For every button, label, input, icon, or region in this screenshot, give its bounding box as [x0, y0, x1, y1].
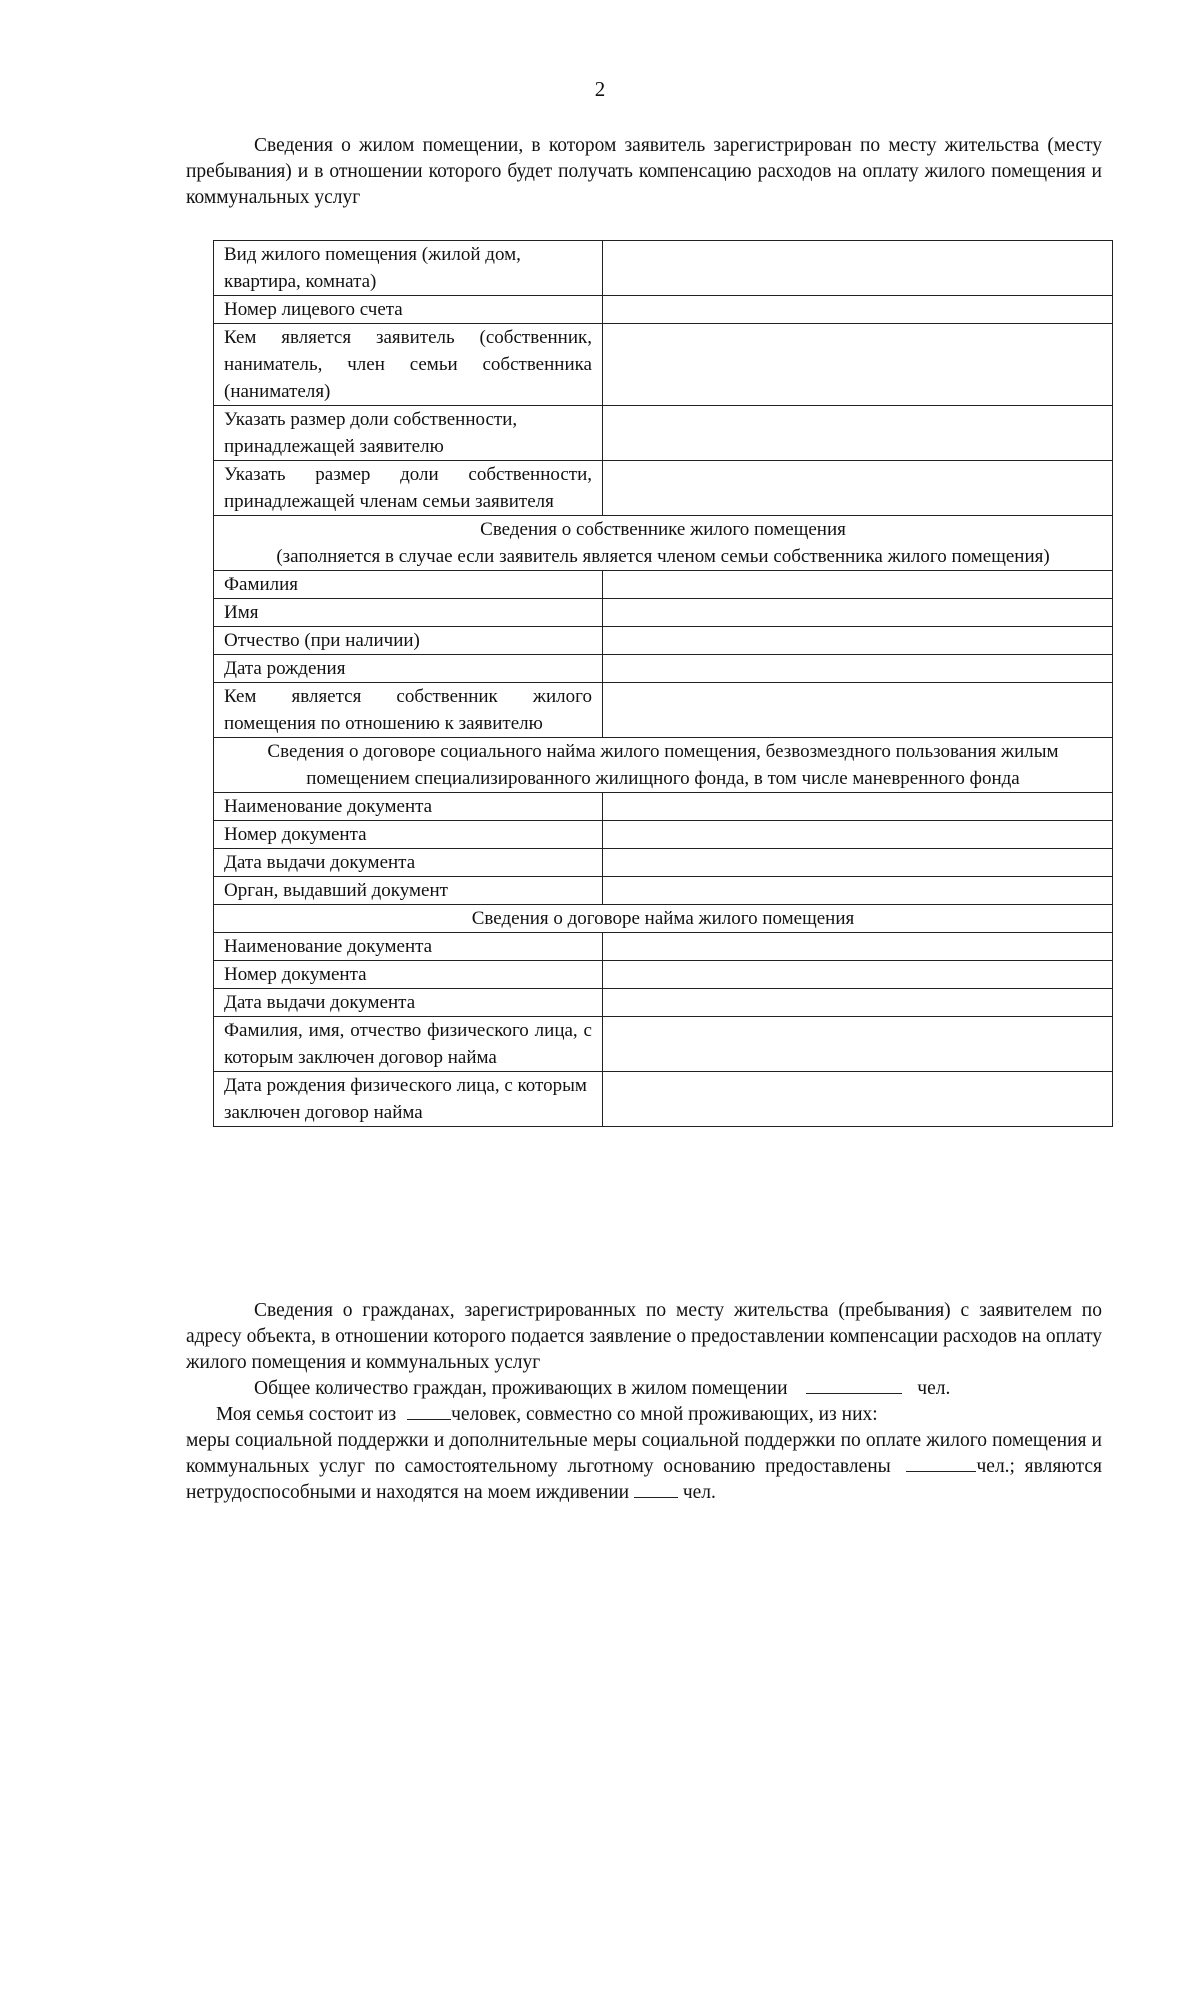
table-row [214, 933, 1113, 961]
rent-doc-name-field[interactable] [603, 933, 1113, 961]
table-row [214, 655, 1113, 683]
table-row [214, 989, 1113, 1017]
owner-surname-field[interactable] [603, 571, 1113, 599]
row-label-owner-name: Имя [214, 599, 603, 627]
social-doc-number-field[interactable] [603, 821, 1113, 849]
table-row [214, 599, 1113, 627]
total-residents-blank[interactable] [806, 1377, 902, 1394]
table-row [214, 877, 1113, 905]
dependents-count-blank[interactable] [634, 1481, 678, 1498]
table-row [214, 1072, 1113, 1127]
intro-paragraph: Сведения о жилом помещении, в котором заявитель зарегистрирован по месту жительства (месту пребывания) и в отношении которого будет получать компенсацию расходов на оплату жилого помещения и коммунальных услуг [186, 135, 1102, 208]
owner-name-field[interactable] [603, 599, 1113, 627]
row-label-applicant-share: Указать размер доли собственности, принадлежащей заявителю [214, 406, 603, 461]
row-label-applicant-role: Кем является заявитель (собственник, наниматель, член семьи собственника (нанимателя) [214, 324, 603, 406]
table-row [214, 571, 1113, 599]
section-row [214, 738, 1113, 793]
landlord-fullname-field[interactable] [603, 1017, 1113, 1072]
family-label: Моя семья состоит из [216, 1404, 397, 1425]
row-label-owner-birthdate: Дата рождения [214, 655, 603, 683]
family-share-field[interactable] [603, 461, 1113, 516]
support-count-blank[interactable] [906, 1455, 976, 1472]
applicant-share-field[interactable] [603, 406, 1113, 461]
row-label-social-doc-number: Номер документа [214, 821, 603, 849]
applicant-role-field[interactable] [603, 324, 1113, 406]
table-row [214, 793, 1113, 821]
row-label-housing-type: Вид жилого помещения (жилой дом, квартира, комната) [214, 241, 603, 296]
table-row [214, 849, 1113, 877]
rent-contract-section-heading: Сведения о договоре найма жилого помещения [214, 905, 1113, 933]
rent-doc-number-field[interactable] [603, 961, 1113, 989]
owner-patronymic-field[interactable] [603, 627, 1113, 655]
table-row [214, 324, 1113, 406]
section-row [214, 516, 1113, 571]
social-doc-date-field[interactable] [603, 849, 1113, 877]
table-row [214, 1017, 1113, 1072]
row-label-account-number: Номер лицевого счета [214, 296, 603, 324]
family-label-suffix: человек, совместно со мной проживающих, из них: [451, 1404, 878, 1425]
row-label-family-share: Указать размер доли собственности, принадлежащей членам семьи заявителя [214, 461, 603, 516]
row-label-social-doc-name: Наименование документа [214, 793, 603, 821]
row-label-landlord-birthdate: Дата рождения физического лица, с которым заключен договор найма [214, 1072, 603, 1127]
account-number-field[interactable] [603, 296, 1113, 324]
row-label-owner-surname: Фамилия [214, 571, 603, 599]
row-label-rent-doc-name: Наименование документа [214, 933, 603, 961]
table-row [214, 627, 1113, 655]
support-label: меры социальной поддержки и дополнительные меры социальной поддержки по оплате жилого помещения и коммунальных услуг по самостоятельному льготному основанию предоставлены [186, 1430, 1102, 1477]
row-label-rent-doc-date: Дата выдачи документа [214, 989, 603, 1017]
social-contract-section-heading: Сведения о договоре социального найма жилого помещения, безвозмездного пользования жилым помещением специализированного жилищного фонда, в том числе маневренного фонда [214, 738, 1113, 793]
housing-info-table [213, 240, 1113, 1127]
owner-section-note: (заполняется в случае если заявитель является членом семьи собственника жилого помещения) [276, 546, 1050, 567]
table-row [214, 961, 1113, 989]
landlord-birthdate-field[interactable] [603, 1072, 1113, 1127]
support-label-middle: чел.; являются нетрудоспособными и находятся на моем иждивении [186, 1456, 1102, 1503]
social-doc-name-field[interactable] [603, 793, 1113, 821]
table-row [214, 296, 1113, 324]
table-row [214, 461, 1113, 516]
table-row [214, 241, 1113, 296]
rent-doc-date-field[interactable] [603, 989, 1113, 1017]
section-row [214, 905, 1113, 933]
total-residents-unit: чел. [917, 1378, 951, 1399]
owner-birthdate-field[interactable] [603, 655, 1113, 683]
citizens-paragraph: Сведения о гражданах, зарегистрированных по месту жительства (пребывания) с заявителем по адресу объекта, в отношении которого подается заявление о предоставлении компенсации расходов на оплату жилого помещения и коммунальных услуг [186, 1300, 1102, 1373]
owner-relation-field[interactable] [603, 683, 1113, 738]
social-doc-issuer-field[interactable] [603, 877, 1113, 905]
housing-type-field[interactable] [603, 241, 1113, 296]
row-label-social-doc-issuer: Орган, выдавший документ [214, 877, 603, 905]
row-label-owner-patronymic: Отчество (при наличии) [214, 627, 603, 655]
support-paragraph [186, 1428, 1102, 1506]
table-row [214, 821, 1113, 849]
page-number: 2 [594, 77, 606, 101]
support-label-suffix: чел. [682, 1482, 716, 1503]
footer-section [186, 1298, 1102, 1506]
table-row [214, 683, 1113, 738]
row-label-landlord-fullname: Фамилия, имя, отчество физического лица, с которым заключен договор найма [214, 1017, 603, 1072]
row-label-social-doc-date: Дата выдачи документа [214, 849, 603, 877]
row-label-owner-relation: Кем является собственник жилого помещения по отношению к заявителю [214, 683, 603, 738]
total-residents-label: Общее количество граждан, проживающих в жилом помещении [254, 1378, 788, 1399]
table-row [214, 406, 1113, 461]
family-count-blank[interactable] [407, 1403, 451, 1420]
owner-section-heading [214, 516, 1113, 571]
row-label-rent-doc-number: Номер документа [214, 961, 603, 989]
family-line [186, 1402, 1102, 1428]
total-residents-line [186, 1376, 1102, 1402]
owner-section-title: Сведения о собственнике жилого помещения [480, 519, 846, 540]
